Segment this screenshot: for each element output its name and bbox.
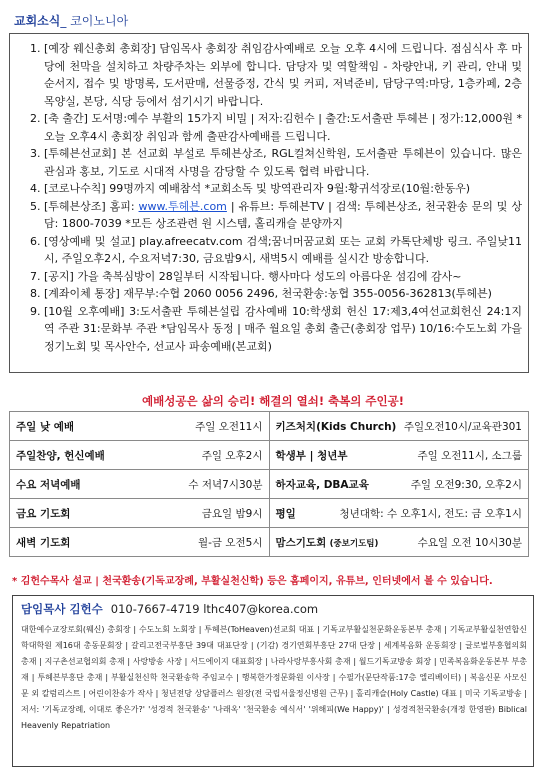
schedule-cell <box>269 470 529 499</box>
schedule-row <box>10 441 529 470</box>
notice-item-4: 4. [코로나수칙] 99명까지 예배참석 *교회소독 및 방역관리자 9월:황귀석장로(10월:한동우) <box>44 180 522 198</box>
service-time: 주일 오후2시 <box>201 449 263 462</box>
service-name-group <box>276 535 379 550</box>
service-time: 월-금 오전5시 <box>197 536 263 549</box>
schedule-row <box>10 499 529 528</box>
header-separator: _ <box>60 14 67 28</box>
notice-box <box>9 33 529 373</box>
notice-item-7: 7. [공지] 가을 축복심방이 28일부터 시작됩니다. 행사마다 성도의 아름다운 섬김에 감사~ <box>44 268 522 286</box>
notice-item-9: 9. [10월 오후예배] 3:도서출판 투헤븐설립 감사예배 10:학생회 헌신 17:제3,4여선교회헌신 24:1지역 주관 31:문화부 주관 *담임목사 동정 | 매주 월요일 총회 출근(총회장 업무) 10/16:수도노회 가을정기노회 및 목사안수, 선교사 파송예배(본교회) <box>44 303 522 356</box>
section-header <box>14 12 128 29</box>
service-time: 청년대학: 수 오후1시, 전도: 금 오후1시 <box>339 507 522 520</box>
notice-item-2: 2. [축 출간] 도서명:예수 부활의 15가지 비밀 | 저자:김헌수 | 출간:도서출판 투헤븐 | 정가:12,000원 *오늘 오후4시 총회장 취임과 함께 출판감사예배를 드립니다. <box>44 110 522 145</box>
worship-schedule-table <box>9 411 529 557</box>
schedule-cell <box>10 499 270 528</box>
service-time: 주일오전10시/교육관301 <box>403 420 522 433</box>
schedule-cell <box>269 528 529 557</box>
service-time: 주일 오전9:30, 오후2시 <box>410 478 522 491</box>
pastor-profile-box <box>12 595 534 767</box>
online-sermon-note: * 김헌수목사 설교 | 천국환송(기독교장례, 부활실천신학) 등은 홈페이지, 유튜브, 인터넷에서 볼 수 있습니다. <box>12 576 493 587</box>
schedule-cell <box>10 528 270 557</box>
notice-5-after: | 유튜브: 투헤븐TV | 검색: 투헤븐상조, 천국환송 문의 및 상담: 1800-7039 *모든 상조관련 원 시스템, 홀리캐슬 분양까지 <box>44 199 522 230</box>
pastor-contact: 010-7667-4719 lthc407@korea.com <box>110 602 319 616</box>
service-name: 주일찬양, 헌신예배 <box>16 449 105 462</box>
notice-item-1: 1. [예장 웨신총회 총회장] 담임목사 총회장 취임감사예배로 오늘 오후 4시에 드립니다. 점심식사 후 마당에 천막을 설치하고 차량주차는 외부에 합니다. 담당자 및 역할책임 - 차량안내, 키 관리, 안내 및 순서지, 접수 및 방명록, 도서판매, 선물증정, 간식 및 커피, 저녁준비, 담당구역:마당, 1층카페, 2층 목양실, 본당, 식당 등에서 섬기시기 바랍니다. <box>44 40 522 110</box>
notice-item-3: 3. [투헤븐선교회] 본 선교회 부설로 투헤븐상조, RGL컬쳐신학원, 도서출판 투헤븐이 있습니다. 많은 관심과 홍보, 기도로 시대적 사명을 감당할 수 있도록 협력 바랍니다. <box>44 145 522 180</box>
schedule-cell <box>10 441 270 470</box>
slogan: 예배성공은 삶의 승리! 해결의 열쇠! 축복의 주인공! <box>142 394 404 408</box>
service-name: 하자교육, DBA교육 <box>275 478 369 491</box>
schedule-cell <box>269 412 529 441</box>
pastor-header <box>21 601 318 617</box>
schedule-cell <box>269 499 529 528</box>
service-time: 금요일 밤9시 <box>201 507 263 520</box>
notice-item-8: 8. [계좌이체 통장] 재무부:수협 2060 0056 2496, 천국환송:농협 355-0056-362813(투헤븐) <box>44 285 522 303</box>
notice-item-6: 6. [영상예배 및 설교] play.afreecatv.com 검색;꿈너머꿈교회 또는 교회 카톡단체방 링크. 주일낮11시, 주일오후2시, 수요저녁7:30, 금요밤9시, 새벽5시 예배를 실시간 방송합니다. <box>44 233 522 268</box>
service-name: 주일 낮 예배 <box>16 420 75 433</box>
schedule-cell <box>10 470 270 499</box>
service-time: 주일 오전11시, 소그룹 <box>417 449 522 462</box>
service-name: 새벽 기도회 <box>16 536 71 549</box>
schedule-cell <box>269 441 529 470</box>
notice-list <box>10 34 528 355</box>
service-time: 수 저녁7시30분 <box>188 478 263 491</box>
service-name-note: (중보기도팀) <box>329 538 379 549</box>
notice-item-5 <box>44 198 522 233</box>
service-name: 평일 <box>275 507 296 520</box>
notice-5-before: [투헤븐상조] 홈피: <box>44 199 139 213</box>
schedule-row <box>10 412 529 441</box>
service-time: 수요일 오전 10시30분 <box>417 536 522 549</box>
homepage-link[interactable]: www.투헤븐.com <box>138 199 227 213</box>
service-name: 수요 저녁예배 <box>16 478 81 491</box>
service-time: 주일 오전11시 <box>195 420 263 433</box>
service-name: 금요 기도회 <box>16 507 71 520</box>
schedule-row <box>10 470 529 499</box>
section-subtitle: 코이노니아 <box>70 14 129 28</box>
schedule-row <box>10 528 529 557</box>
pastor-bio: 대한예수교장로회(웨신) 총회장 | 수도노회 노회장 | 투헤븐(ToHeaven)선교회 대표 | 기독교부활실천문화운동본부 총재 | 기독교부활실천연합신학대학원 제16대 총동문회장 | 갈리고전국부흥단 39대 대표단장 | (기감) 경기연회부흥단 27대 단장 | 세계복음화 운동회장 | 글로벌부흥협의회 총재 | 지구촌선교협의회 총재 | 사랑방송 사장 | 서드에이지 대표회장 | 나라사랑부흥사회 총재 | 월드기독교방송 회장 | 민족복음화운동본부 부총재 | 투헤븐부흥단 총재 | 부활실천신학 천국환송학 주임교수 | 행복한가정문화원 이사장 | 수필가(문단작품:17층 엘리베이터) | 복음신문 사모신문 외 칼럼리스트 | 어린이찬송가 작사 | 청년전당 상담플러스 원장(전 국립서울정신병원 근무) | 홀리캐슬(Holy Castle) 대표 | 미국 기독교방송 | 저서: '기독교장례, 이대로 좋은가?' '성경적 천국환송' '나래옥' '천국환송 예식서' '위해피(We Happy)' | 성경적천국환송(개정 한영판) Biblical Heavenly Repatriation <box>21 625 527 730</box>
service-name: 맘스기도회 <box>275 536 327 549</box>
service-name: 학생부 | 청년부 <box>275 449 348 462</box>
pastor-name: 담임목사 김헌수 <box>21 602 103 616</box>
section-title: 교회소식 <box>14 14 61 28</box>
schedule-cell <box>10 412 270 441</box>
service-name: 키즈처치(Kids Church) <box>275 420 397 433</box>
